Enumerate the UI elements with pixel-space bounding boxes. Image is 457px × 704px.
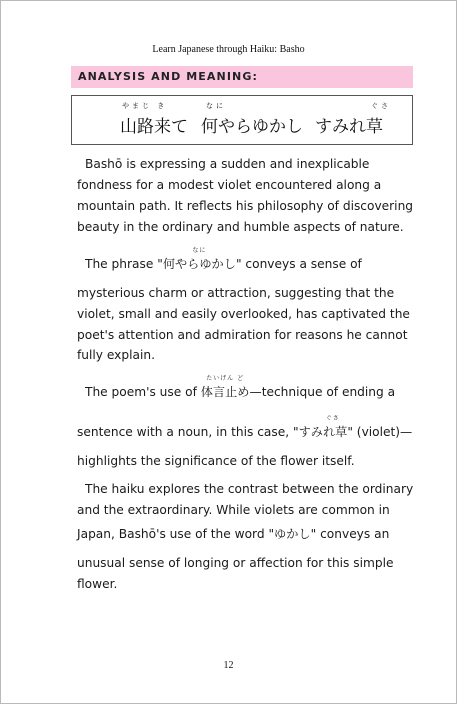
paragraph-3-line2-term-text: すみれ草 — [298, 425, 348, 439]
paragraph-4-line-2: and the extraordinary. While violets are common in — [77, 503, 390, 517]
paragraph-2-term-text: 何やらゆかし — [162, 257, 236, 271]
haiku-ruby-1: やまじ き — [122, 102, 168, 110]
paragraph-4-line-1: The haiku explores the contrast between the ordinary — [85, 482, 414, 496]
paragraph-3-line-3: highlights the significance of the flower itself. — [77, 454, 355, 468]
paragraph-1-line-2: fondness for a modest violet encountered along a — [77, 178, 382, 192]
page-number: 12 — [223, 660, 234, 671]
paragraph-2-line-3: violet, small and easily overlooked, has captivated the — [77, 307, 410, 321]
paragraph-3-line-1 — [85, 375, 396, 400]
paragraph-3-line-2 — [77, 415, 413, 440]
paragraph-3-line2-term — [298, 415, 348, 440]
haiku-ruby-3: ぐさ — [371, 102, 391, 110]
haiku-line — [72, 96, 412, 144]
paragraph-3-post: —technique of ending a — [249, 385, 396, 399]
paragraph-2-line-2: mysterious charm or attraction, suggesting that the — [77, 286, 395, 300]
paragraph-2-line-5: fully explain. — [77, 348, 155, 362]
paragraph-2-pre: The phrase " — [85, 257, 163, 271]
haiku-ruby-2: なに — [206, 102, 226, 110]
paragraph-2-line-4: poet's attention and admiration for reasons he cannot — [77, 328, 408, 342]
paragraph-2-post: " conveys a sense of — [235, 257, 362, 271]
paragraph-3-term-ruby: たいげん ど — [206, 375, 245, 382]
paragraph-3-term — [200, 375, 250, 400]
running-header: Learn Japanese through Haiku: Basho — [152, 44, 305, 55]
paragraph-4-line-3: Japan, Bashō's use of the word "ゆかし" conveys an — [77, 527, 390, 541]
paragraph-2-term-ruby: なに — [192, 247, 207, 254]
haiku-text-3: すみれ草 — [315, 117, 383, 137]
paragraph-3-term-text: 体言止め — [200, 385, 250, 399]
paragraph-1-line-1: Bashō is expressing a sudden and inexplicable — [85, 157, 370, 171]
paragraph-4-line-5: flower. — [77, 577, 118, 591]
paragraph-3-line2-pre: sentence with a noun, in this case, " — [77, 425, 299, 439]
paragraph-1-line-4: beauty in the ordinary and humble aspects of nature. — [77, 220, 404, 234]
paragraph-4-line-4: unusual sense of longing or affection for this simple — [77, 556, 394, 570]
haiku-text-1: 山路来て — [120, 117, 188, 137]
haiku-text-2: 何やらゆかし — [201, 117, 303, 137]
section-heading: ANALYSIS AND MEANING: — [78, 70, 258, 83]
paragraph-2-line-1 — [85, 247, 362, 272]
paragraph-3-pre: The poem's use of — [85, 385, 201, 399]
paragraph-1-line-3: mountain path. It reflects his philosophy of discovering — [77, 199, 414, 213]
paragraph-3-line2-ruby: ぐさ — [325, 415, 340, 422]
paragraph-2-term — [162, 247, 236, 272]
haiku-box — [71, 95, 413, 145]
section-heading-band — [71, 66, 413, 88]
paragraph-3-line2-post: " (violet)— — [347, 425, 413, 439]
